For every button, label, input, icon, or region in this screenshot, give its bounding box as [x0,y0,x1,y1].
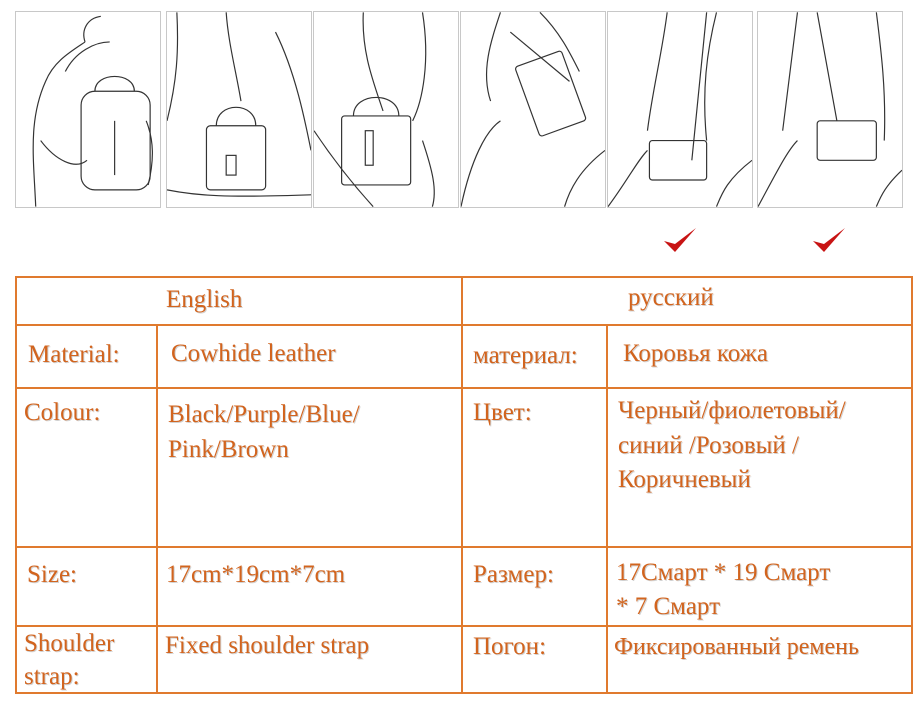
colour-value-ru-line1: Черный/фиолетовый/ [618,397,846,424]
table-border [15,387,913,389]
colour-label-en: Colour: [24,399,101,426]
table-border [15,324,913,326]
header-english: English [166,286,243,313]
strap-label-ru: Погон: [473,633,547,660]
material-value-ru: Коровья кожа [623,340,769,367]
colour-value-en-line2: Pink/Brown [168,436,289,463]
size-label-ru: Размер: [473,561,554,588]
table-border [156,324,158,694]
table-border [461,276,463,694]
strap-label-en-line1: Shoulder [24,630,115,657]
table-border [15,546,913,548]
colour-value-en-line1: Black/Purple/Blue/ [168,401,360,428]
table-border [15,692,913,694]
size-value-ru-line2: * 7 Смарт [616,593,721,620]
material-label-ru: материал: [473,342,578,369]
table-border [606,324,608,694]
size-label-en: Size: [27,561,77,588]
strap-value-ru: Фиксированный ремень [614,634,859,660]
size-value-ru-line1: 17Смарт * 19 Смарт [616,559,831,586]
material-label-en: Material: [28,341,120,368]
colour-value-ru-line3: Коричневый [618,466,751,493]
table-border [15,625,913,627]
colour-label-ru: Цвет: [473,399,532,426]
table-border [15,276,913,278]
table-border [15,276,17,694]
colour-value-ru-line2: синий /Розовый / [618,432,799,459]
material-value-en: Cowhide leather [171,340,336,367]
size-value-en: 17cm*19cm*7cm [166,561,346,588]
header-russian: русский [628,284,714,311]
table-border [911,276,913,694]
strap-value-en: Fixed shoulder strap [165,632,370,659]
strap-label-en-line2: strap: [24,663,80,690]
